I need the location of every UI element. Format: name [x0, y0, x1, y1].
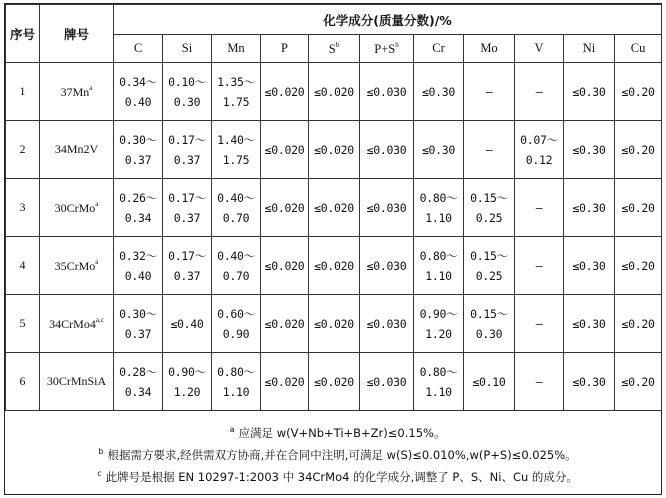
value-line: 1.75 — [222, 94, 250, 109]
column-header-p-s: $P+S^b$ — [360, 35, 414, 63]
chemical-composition-table — [5, 4, 662, 485]
column-header-c: C — [114, 35, 163, 63]
value-cell — [515, 295, 564, 353]
value-line: 0.12 — [525, 152, 553, 167]
value-line: 1.75 — [222, 152, 250, 167]
value-cell — [464, 179, 515, 237]
value-line: 0.70 — [222, 268, 250, 283]
value-cell — [261, 353, 309, 411]
footnote-a: $^a$ 应满足 w(V+Nb+Ti+B+Zr)≤0.15%。 — [229, 425, 446, 440]
value-cell — [360, 237, 414, 295]
column-header-cr: Cr — [414, 35, 464, 63]
value-line: ≤0.020 — [264, 316, 305, 331]
value-cell — [163, 63, 212, 121]
column-header-ni: Ni — [564, 35, 615, 63]
value-cell — [464, 63, 515, 121]
value-cell — [515, 179, 564, 237]
value-cell — [212, 237, 261, 295]
value-cell — [360, 353, 414, 411]
value-line: 0.15～ — [470, 190, 508, 205]
value-line: 0.30 — [173, 94, 201, 109]
value-cell — [615, 237, 662, 295]
value-line: ≤0.020 — [314, 142, 354, 157]
value-cell — [464, 353, 515, 411]
value-line: ≤0.10 — [472, 374, 506, 389]
grade-cell: 37Mn$^a$ — [40, 63, 114, 121]
value-line: 0.17～ — [168, 190, 206, 205]
value-line: 0.70 — [222, 210, 250, 225]
value-cell — [615, 295, 662, 353]
column-header-s: $S^b$ — [309, 35, 360, 63]
value-cell — [261, 237, 309, 295]
value-cell — [212, 121, 261, 179]
value-cell — [261, 295, 309, 353]
footnote-c: $^c$ 此牌号是根据 EN 10297-1:2003 中 34CrMo4 的化学成分,调整了 P、S、Ni、Cu 的成分。 — [97, 469, 578, 484]
table-row — [6, 179, 662, 237]
value-cell — [261, 63, 309, 121]
value-cell — [615, 353, 662, 411]
value-cell — [564, 353, 615, 411]
value-cell — [360, 179, 414, 237]
value-line: 0.90～ — [168, 364, 206, 379]
value-line: 1.35～ — [217, 74, 255, 89]
value-line: 1.10 — [425, 210, 452, 225]
value-line: 0.15～ — [470, 248, 508, 263]
grade-cell: 30CrMo$^a$ — [40, 179, 114, 237]
value-line: — — [485, 84, 493, 99]
value-line: 0.34 — [124, 210, 152, 225]
value-line: ≤0.020 — [314, 200, 354, 215]
value-line: 0.10～ — [168, 74, 206, 89]
value-line: 0.80～ — [419, 248, 458, 263]
value-line: 0.37 — [173, 152, 201, 167]
column-header-v: V — [515, 35, 564, 63]
value-line: — — [535, 200, 543, 215]
value-line: ≤0.20 — [621, 374, 655, 389]
value-line: ≤0.020 — [264, 84, 305, 99]
value-line: 1.10 — [425, 384, 452, 399]
table-row — [6, 295, 662, 353]
value-line: — — [535, 316, 543, 331]
value-cell — [464, 237, 515, 295]
value-line: ≤0.20 — [621, 142, 655, 157]
header-grade: 牌号 — [40, 5, 114, 63]
column-header-cu: Cu — [615, 35, 662, 63]
value-cell — [564, 63, 615, 121]
table-body — [6, 63, 662, 411]
seq-cell: 2 — [6, 121, 40, 179]
grade-cell: 34CrMo4$^{a,c}$ — [40, 295, 114, 353]
value-line: 1.20 — [425, 326, 452, 341]
value-line: 0.15～ — [470, 306, 508, 321]
value-line: ≤0.020 — [314, 316, 354, 331]
value-cell — [414, 237, 464, 295]
value-cell — [515, 353, 564, 411]
value-line: 0.17～ — [168, 132, 206, 147]
seq-cell: 5 — [6, 295, 40, 353]
value-cell — [464, 295, 515, 353]
value-line: ≤0.20 — [621, 200, 655, 215]
value-line: 0.60～ — [217, 306, 255, 321]
column-header-mo: Mo — [464, 35, 515, 63]
value-line: ≤0.20 — [621, 316, 655, 331]
header-seq: 序号 — [6, 5, 40, 63]
value-line: ≤0.30 — [572, 200, 606, 215]
value-line: 0.25 — [475, 268, 503, 283]
value-line: ≤0.020 — [314, 84, 354, 99]
value-line: — — [535, 258, 543, 273]
value-cell — [309, 63, 360, 121]
value-cell — [114, 121, 163, 179]
value-cell — [114, 63, 163, 121]
value-cell — [309, 295, 360, 353]
value-line: 0.80～ — [217, 364, 255, 379]
value-line: 0.37 — [173, 210, 201, 225]
value-cell — [114, 353, 163, 411]
table-row — [6, 63, 662, 121]
grade-cell: 30CrMnSiA — [40, 353, 114, 411]
table-row — [6, 353, 662, 411]
value-cell — [564, 295, 615, 353]
value-line: ≤0.030 — [366, 258, 407, 273]
value-line: 0.17～ — [168, 248, 206, 263]
value-line: 0.07～ — [520, 132, 558, 147]
value-line: 0.28～ — [119, 364, 157, 379]
value-line: — — [485, 142, 493, 157]
seq-cell: 4 — [6, 237, 40, 295]
header-composition: 化学成分(质量分数)/% — [114, 5, 662, 35]
value-line: 0.30～ — [119, 306, 157, 321]
value-line: 0.26～ — [119, 190, 157, 205]
value-cell — [261, 179, 309, 237]
value-line: 0.37 — [124, 326, 152, 341]
value-line: ≤0.30 — [572, 142, 606, 157]
value-line: ≤0.020 — [314, 374, 354, 389]
value-cell — [212, 179, 261, 237]
value-line: 0.40 — [124, 268, 152, 283]
value-cell — [212, 63, 261, 121]
value-line: ≤0.30 — [421, 142, 456, 157]
value-cell — [515, 121, 564, 179]
value-line: 0.90 — [222, 326, 250, 341]
value-line: 0.30～ — [119, 132, 157, 147]
value-line: 1.20 — [173, 384, 201, 399]
value-cell — [114, 237, 163, 295]
value-cell — [360, 63, 414, 121]
value-cell — [261, 121, 309, 179]
value-cell — [414, 121, 464, 179]
value-line: ≤0.30 — [572, 84, 606, 99]
value-line: ≤0.30 — [421, 84, 456, 99]
value-cell — [163, 179, 212, 237]
value-cell — [564, 237, 615, 295]
value-cell — [564, 121, 615, 179]
table-row — [6, 237, 662, 295]
footnotes — [6, 411, 662, 486]
value-line: 1.10 — [425, 268, 452, 283]
table-row — [6, 121, 662, 179]
seq-cell: 6 — [6, 353, 40, 411]
value-cell — [515, 63, 564, 121]
value-line: 1.10 — [222, 384, 250, 399]
column-header-si: Si — [163, 35, 212, 63]
value-cell — [114, 179, 163, 237]
value-line: 0.32～ — [119, 248, 157, 263]
footnotes-box — [6, 411, 662, 485]
value-line: ≤0.020 — [264, 142, 305, 157]
value-line: 0.37 — [173, 268, 201, 283]
value-line: ≤0.030 — [366, 316, 407, 331]
value-line: ≤0.030 — [366, 142, 407, 157]
value-line: ≤0.030 — [366, 374, 407, 389]
value-line: — — [535, 374, 543, 389]
value-cell — [615, 179, 662, 237]
value-cell — [163, 237, 212, 295]
value-line: 0.40 — [124, 94, 152, 109]
value-cell — [414, 63, 464, 121]
value-cell — [414, 353, 464, 411]
value-line: 0.40～ — [217, 248, 255, 263]
value-cell — [163, 295, 212, 353]
value-cell — [360, 121, 414, 179]
value-line: ≤0.20 — [621, 84, 655, 99]
value-cell — [414, 295, 464, 353]
value-cell — [414, 179, 464, 237]
value-line: 0.34 — [124, 384, 152, 399]
value-cell — [309, 121, 360, 179]
seq-cell: 1 — [6, 63, 40, 121]
value-cell — [212, 295, 261, 353]
value-cell — [309, 237, 360, 295]
value-cell — [564, 179, 615, 237]
value-line: 0.34～ — [119, 74, 157, 89]
seq-cell: 3 — [6, 179, 40, 237]
value-line: ≤0.030 — [366, 84, 407, 99]
value-line: 0.37 — [124, 152, 152, 167]
value-line: 0.40～ — [217, 190, 255, 205]
value-line: 0.25 — [475, 210, 503, 225]
value-line: 0.80～ — [419, 190, 458, 205]
column-header-mn: Mn — [212, 35, 261, 63]
grade-cell: 35CrMo$^a$ — [40, 237, 114, 295]
value-line: ≤0.020 — [314, 258, 354, 273]
value-cell — [309, 179, 360, 237]
value-cell — [464, 121, 515, 179]
footnote-b: $^b$ 根据需方要求,经供需双方协商,并在合同中注明,可满足 w(S)≤0.010%,w(P+S)≤0.025%。 — [98, 447, 577, 462]
value-line: ≤0.20 — [621, 258, 655, 273]
value-line: 1.40～ — [217, 132, 255, 147]
grade-cell: 34Mn2V — [40, 121, 114, 179]
value-cell — [212, 353, 261, 411]
value-line: ≤0.30 — [572, 316, 606, 331]
value-line: 0.90～ — [419, 306, 458, 321]
value-cell — [615, 121, 662, 179]
value-line: ≤0.020 — [264, 200, 305, 215]
value-line: 0.30 — [475, 326, 503, 341]
value-line: ≤0.40 — [170, 316, 204, 331]
value-line: ≤0.30 — [572, 258, 606, 273]
value-cell — [163, 121, 212, 179]
value-cell — [515, 237, 564, 295]
value-cell — [163, 353, 212, 411]
value-cell — [360, 295, 414, 353]
value-cell — [309, 353, 360, 411]
value-cell — [114, 295, 163, 353]
value-line: ≤0.020 — [264, 258, 305, 273]
value-line: — — [535, 84, 543, 99]
value-cell — [615, 63, 662, 121]
column-header-p: P — [261, 35, 309, 63]
value-line: ≤0.030 — [366, 200, 407, 215]
value-line: ≤0.30 — [572, 374, 606, 389]
value-line: ≤0.020 — [264, 374, 305, 389]
composition-table-container — [4, 3, 662, 495]
value-line: 0.80～ — [419, 364, 458, 379]
